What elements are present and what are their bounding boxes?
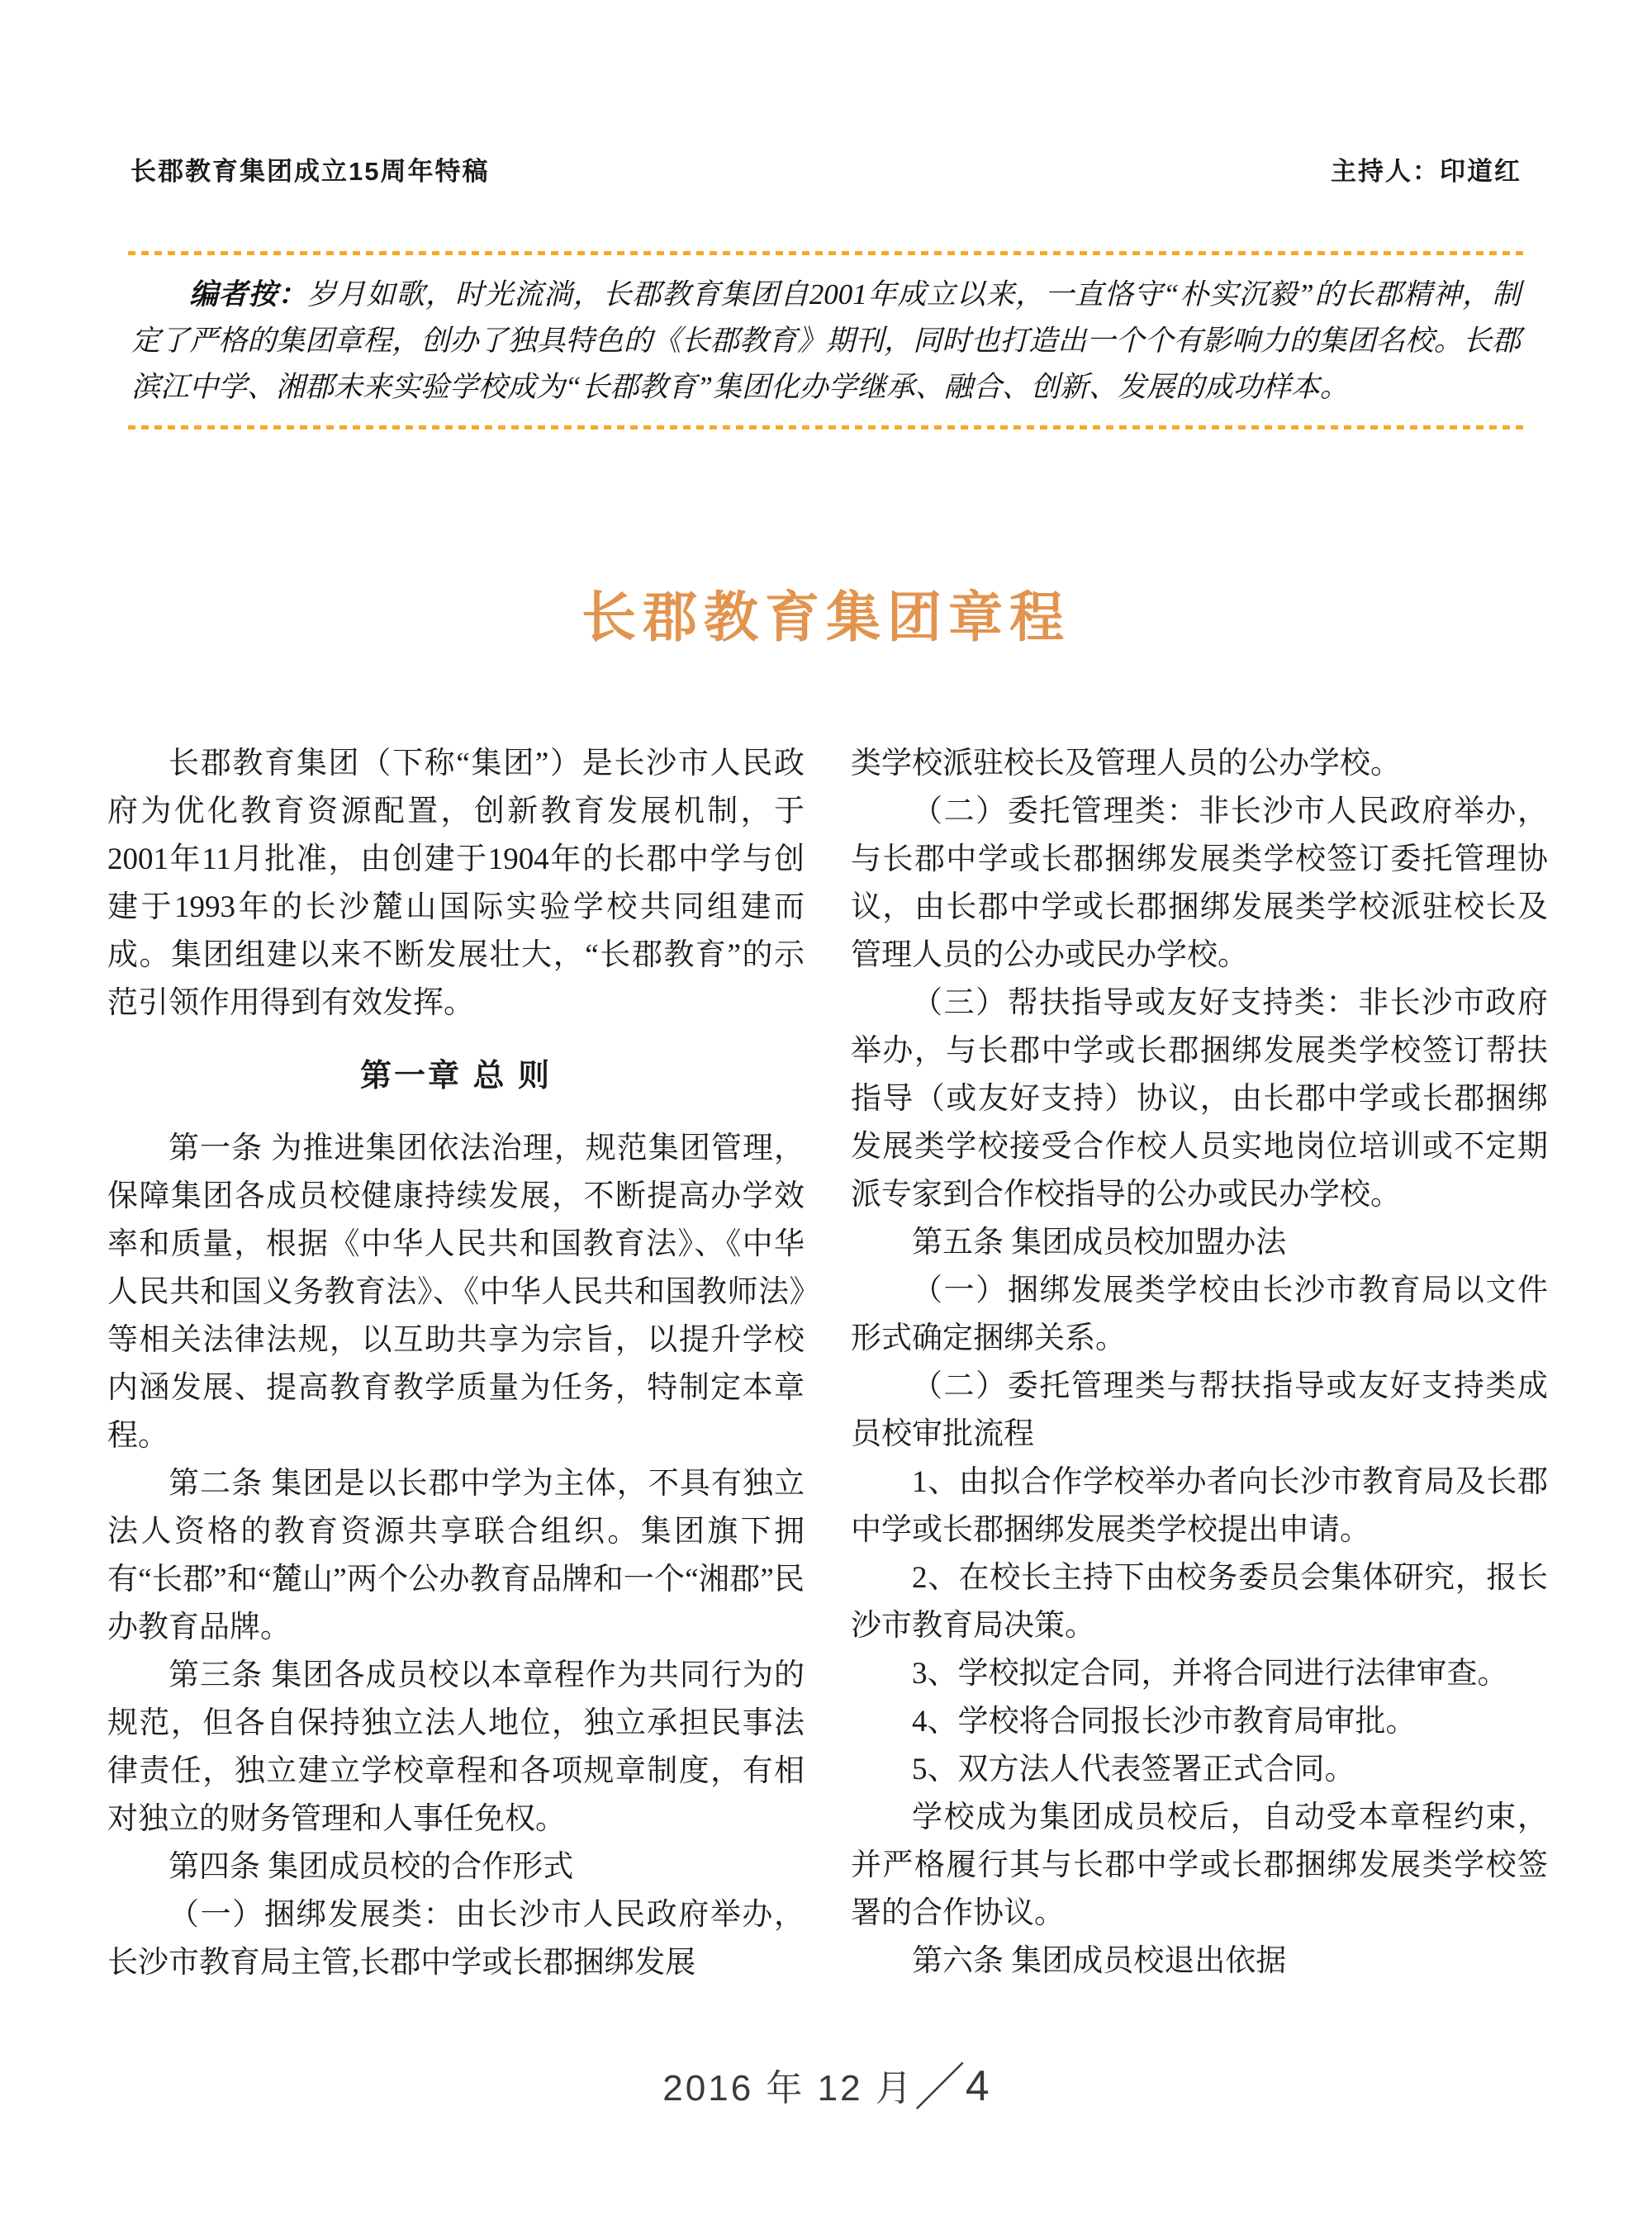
paragraph: 第三条 集团各成员校以本章程作为共同行为的规范，但各自保持独立法人地位，独立承担民事法律责任，独立建立学校章程和各项规章制度，有相对独立的财务管理和人事任免权。 [107, 1658, 805, 1836]
paragraph: 学校成为集团成员校后，自动受本章程约束，并严格履行其与长郡中学或长郡捆绑发展类学校签署的合作协议。 [851, 1800, 1548, 1930]
paragraph: 长郡教育集团（下称“集团”）是长沙市人民政府为优化教育资源配置，创新教育发展机制，于2001年11月批准，由创建于1904年的长郡中学与创建于1993年的长沙麓山国际实验学校共同组建而成。集团组建以来不断发展壮大，“长郡教育”的示范引领作用得到有效发挥。 [107, 747, 805, 1020]
paragraph: 第二条 集团是以长郡中学为主体，不具有独立法人资格的教育资源共享联合组织。集团旗下拥有“长郡”和“麓山”两个公办教育品牌和一个“湘郡”民办教育品牌。 [107, 1467, 805, 1644]
right-column [851, 740, 1548, 1987]
paragraph: （二）委托管理类与帮扶指导或友好支持类成员校审批流程 [851, 1369, 1548, 1451]
paragraph: （一）捆绑发展类：由长沙市人民政府举办，长沙市教育局主管,长郡中学或长郡捆绑发展 [107, 1898, 805, 1980]
paragraph: 第五条 集团成员校加盟办法 [912, 1226, 1287, 1260]
running-head-left: 长郡教育集团成立15周年特稿 [131, 157, 490, 186]
paragraph: 1、由拟合作学校举办者向长沙市教育局及长郡中学或长郡捆绑发展类学校提出申请。 [851, 1465, 1548, 1547]
chapter-heading: 第一章 总 则 [359, 1059, 553, 1094]
running-head-right: 主持人：印道红 [1331, 157, 1521, 186]
editor-note [131, 272, 1521, 410]
left-column [107, 740, 805, 1987]
article-title: 长郡教育集团章程 [582, 588, 1070, 649]
running-head [131, 150, 1521, 187]
paragraph: 3、学校拟定合同，并将合同进行法律审查。 [912, 1657, 1508, 1691]
editor-note-label: 编者按： [189, 278, 308, 311]
paragraph: 第六条 集团成员校退出依据 [912, 1944, 1287, 1978]
paragraph: 2、在校长主持下由校务委员会集体研究，报长沙市教育局决策。 [851, 1561, 1548, 1643]
footer-date: 2016 年 12 月 [662, 2068, 914, 2109]
paragraph: （二）委托管理类：非长沙市人民政府举办，与长郡中学或长郡捆绑发展类学校签订委托管理协议，由长郡中学或长郡捆绑发展类学校派驻校长及管理人员的公办或民办学校。 [851, 795, 1548, 972]
page-footer [0, 2047, 1652, 2120]
editor-note-block [128, 251, 1524, 429]
footer-page-number: 4 [965, 2062, 990, 2110]
article-body [107, 740, 1548, 1987]
dashed-divider-bottom [128, 425, 1524, 429]
paragraph-continuation: 类学校派驻校长及管理人员的公办学校。 [851, 747, 1401, 780]
footer-slash: ／ [914, 2060, 966, 2117]
dashed-divider-top [128, 251, 1524, 255]
paragraph: 4、学校将合同报长沙市教育局审批。 [912, 1705, 1417, 1739]
paragraph: 第四条 集团成员校的合作形式 [169, 1850, 574, 1884]
paragraph: 5、双方法人代表签署正式合同。 [912, 1753, 1355, 1786]
paragraph: （一）捆绑发展类学校由长沙市教育局以文件形式确定捆绑关系。 [851, 1274, 1548, 1355]
editor-note-text: 岁月如歌，时光流淌，长郡教育集团自2001年成立以来，一直恪守“朴实沉毅”的长郡精神，制定了严格的集团章程，创办了独具特色的《长郡教育》期刊，同时也打造出一个个有影响力的集团名校。长郡滨江中学、湘郡未来实验学校成为“长郡教育”集团化办学继承、融合、创新、发展的成功样本。 [131, 278, 1521, 403]
paragraph: （三）帮扶指导或友好支持类：非长沙市政府举办，与长郡中学或长郡捆绑发展类学校签订帮扶指导（或友好支持）协议，由长郡中学或长郡捆绑发展类学校接受合作校人员实地岗位培训或不定期派专家到合作校指导的公办或民办学校。 [851, 986, 1548, 1212]
paragraph: 第一条 为推进集团依法治理，规范集团管理，保障集团各成员校健康持续发展，不断提高办学效率和质量，根据《中华人民共和国教育法》、《中华人民共和国义务教育法》、《中华人民共和国教师法》等相关法律法规，以互助共享为宗旨，以提升学校内涵发展、提高教育教学质量为任务，特制定本章程。 [107, 1131, 805, 1453]
